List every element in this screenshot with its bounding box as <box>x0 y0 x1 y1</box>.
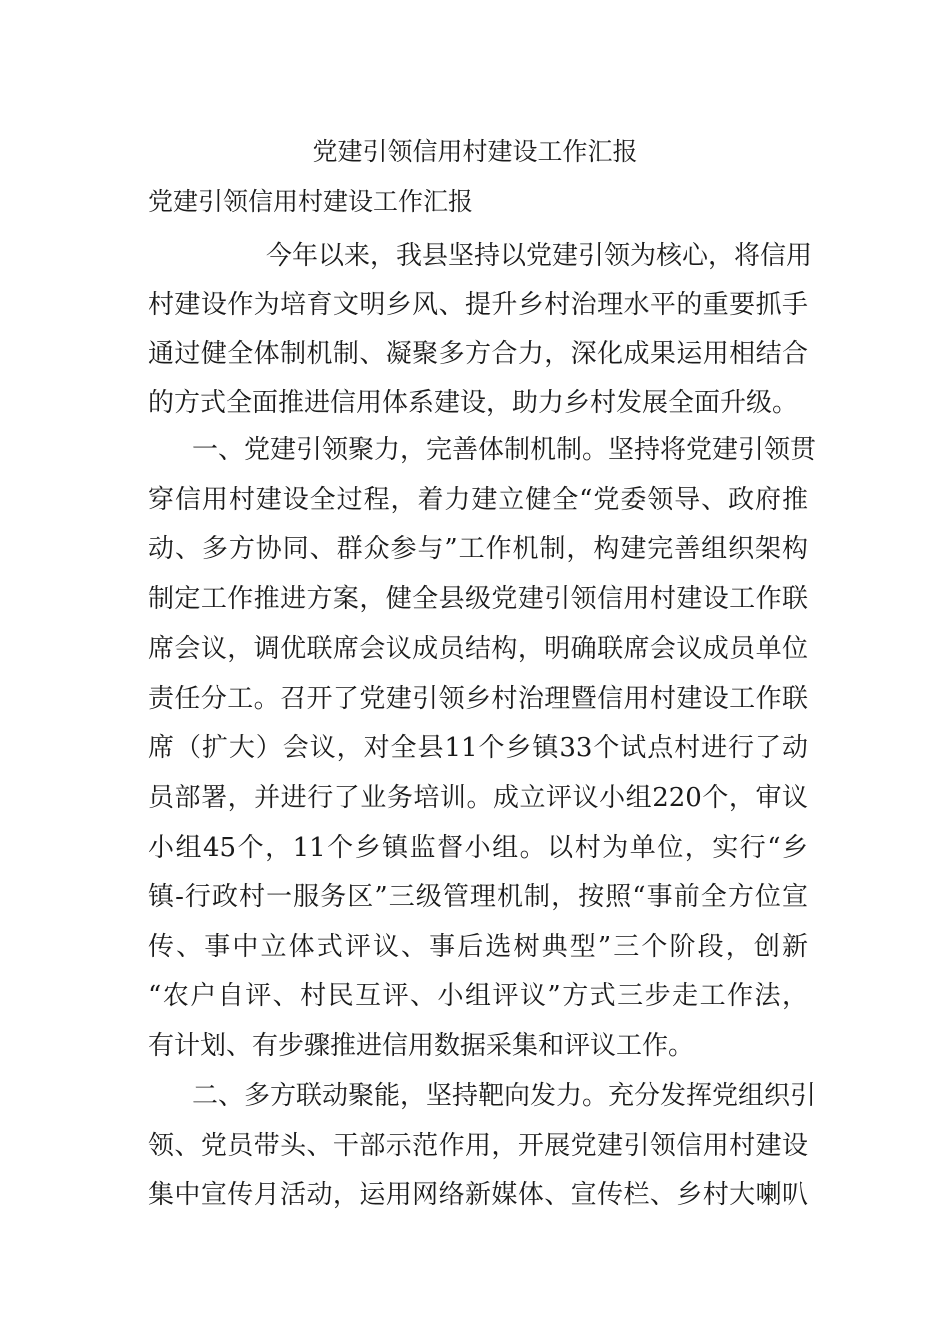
text-line: 的方式全面推进信用体系建设，助力乡村发展全面升级。 <box>148 388 799 418</box>
document-subtitle: 党建引领信用村建设工作汇报 <box>148 187 474 216</box>
text-line: 村建设作为培育文明乡风、提升乡村治理水平的重要抓手 <box>148 290 808 320</box>
text-line: 有计划、有步骤推进信用数据采集和评议工作。 <box>148 1031 695 1061</box>
text-line: 员部署，并进行了业务培训。成立评议小组220个，审议 <box>148 783 808 813</box>
text-line: 穿信用村建设全过程，着力建立健全“党委领导、政府推 <box>148 485 808 515</box>
text-line: 责任分工。召开了党建引领乡村治理暨信用村建设工作联 <box>148 684 808 714</box>
text-line: 镇-行政村一服务区”三级管理机制，按照“事前全方位宣 <box>148 882 808 912</box>
text-line: 今年以来，我县坚持以党建引领为核心，将信用 <box>266 241 813 271</box>
text-line: 小组45个，11个乡镇监督小组。以村为单位，实行“乡 <box>148 833 808 863</box>
text-line: 领、党员带头、干部示范作用，开展党建引领信用村建设 <box>148 1131 808 1161</box>
text-line: 一、党建引领聚力，完善体制机制。坚持将党建引领贯 <box>192 435 817 465</box>
text-line: 制定工作推进方案，健全县级党建引领信用村建设工作联 <box>148 584 808 614</box>
text-line: 集中宣传月活动，运用网络新媒体、宣传栏、乡村大喇叭 <box>148 1180 808 1210</box>
text-line: 通过健全体制机制、凝聚多方合力，深化成果运用相结合 <box>148 339 808 369</box>
text-line: 席会议，调优联席会议成员结构，明确联席会议成员单位 <box>148 634 808 664</box>
text-line: 二、多方联动聚能，坚持靶向发力。充分发挥党组织引 <box>192 1081 817 1111</box>
text-line: 席（扩大）会议，对全县11个乡镇33个试点村进行了动 <box>148 733 808 763</box>
text-line: “农户自评、村民互评、小组评议”方式三步走工作法， <box>148 981 808 1011</box>
text-line: 动、多方协同、群众参与”工作机制，构建完善组织架构 <box>148 534 808 564</box>
text-line: 传、事中立体式评议、事后选树典型”三个阶段，创新 <box>148 932 808 962</box>
document-title: 党建引领信用村建设工作汇报 <box>312 137 638 166</box>
